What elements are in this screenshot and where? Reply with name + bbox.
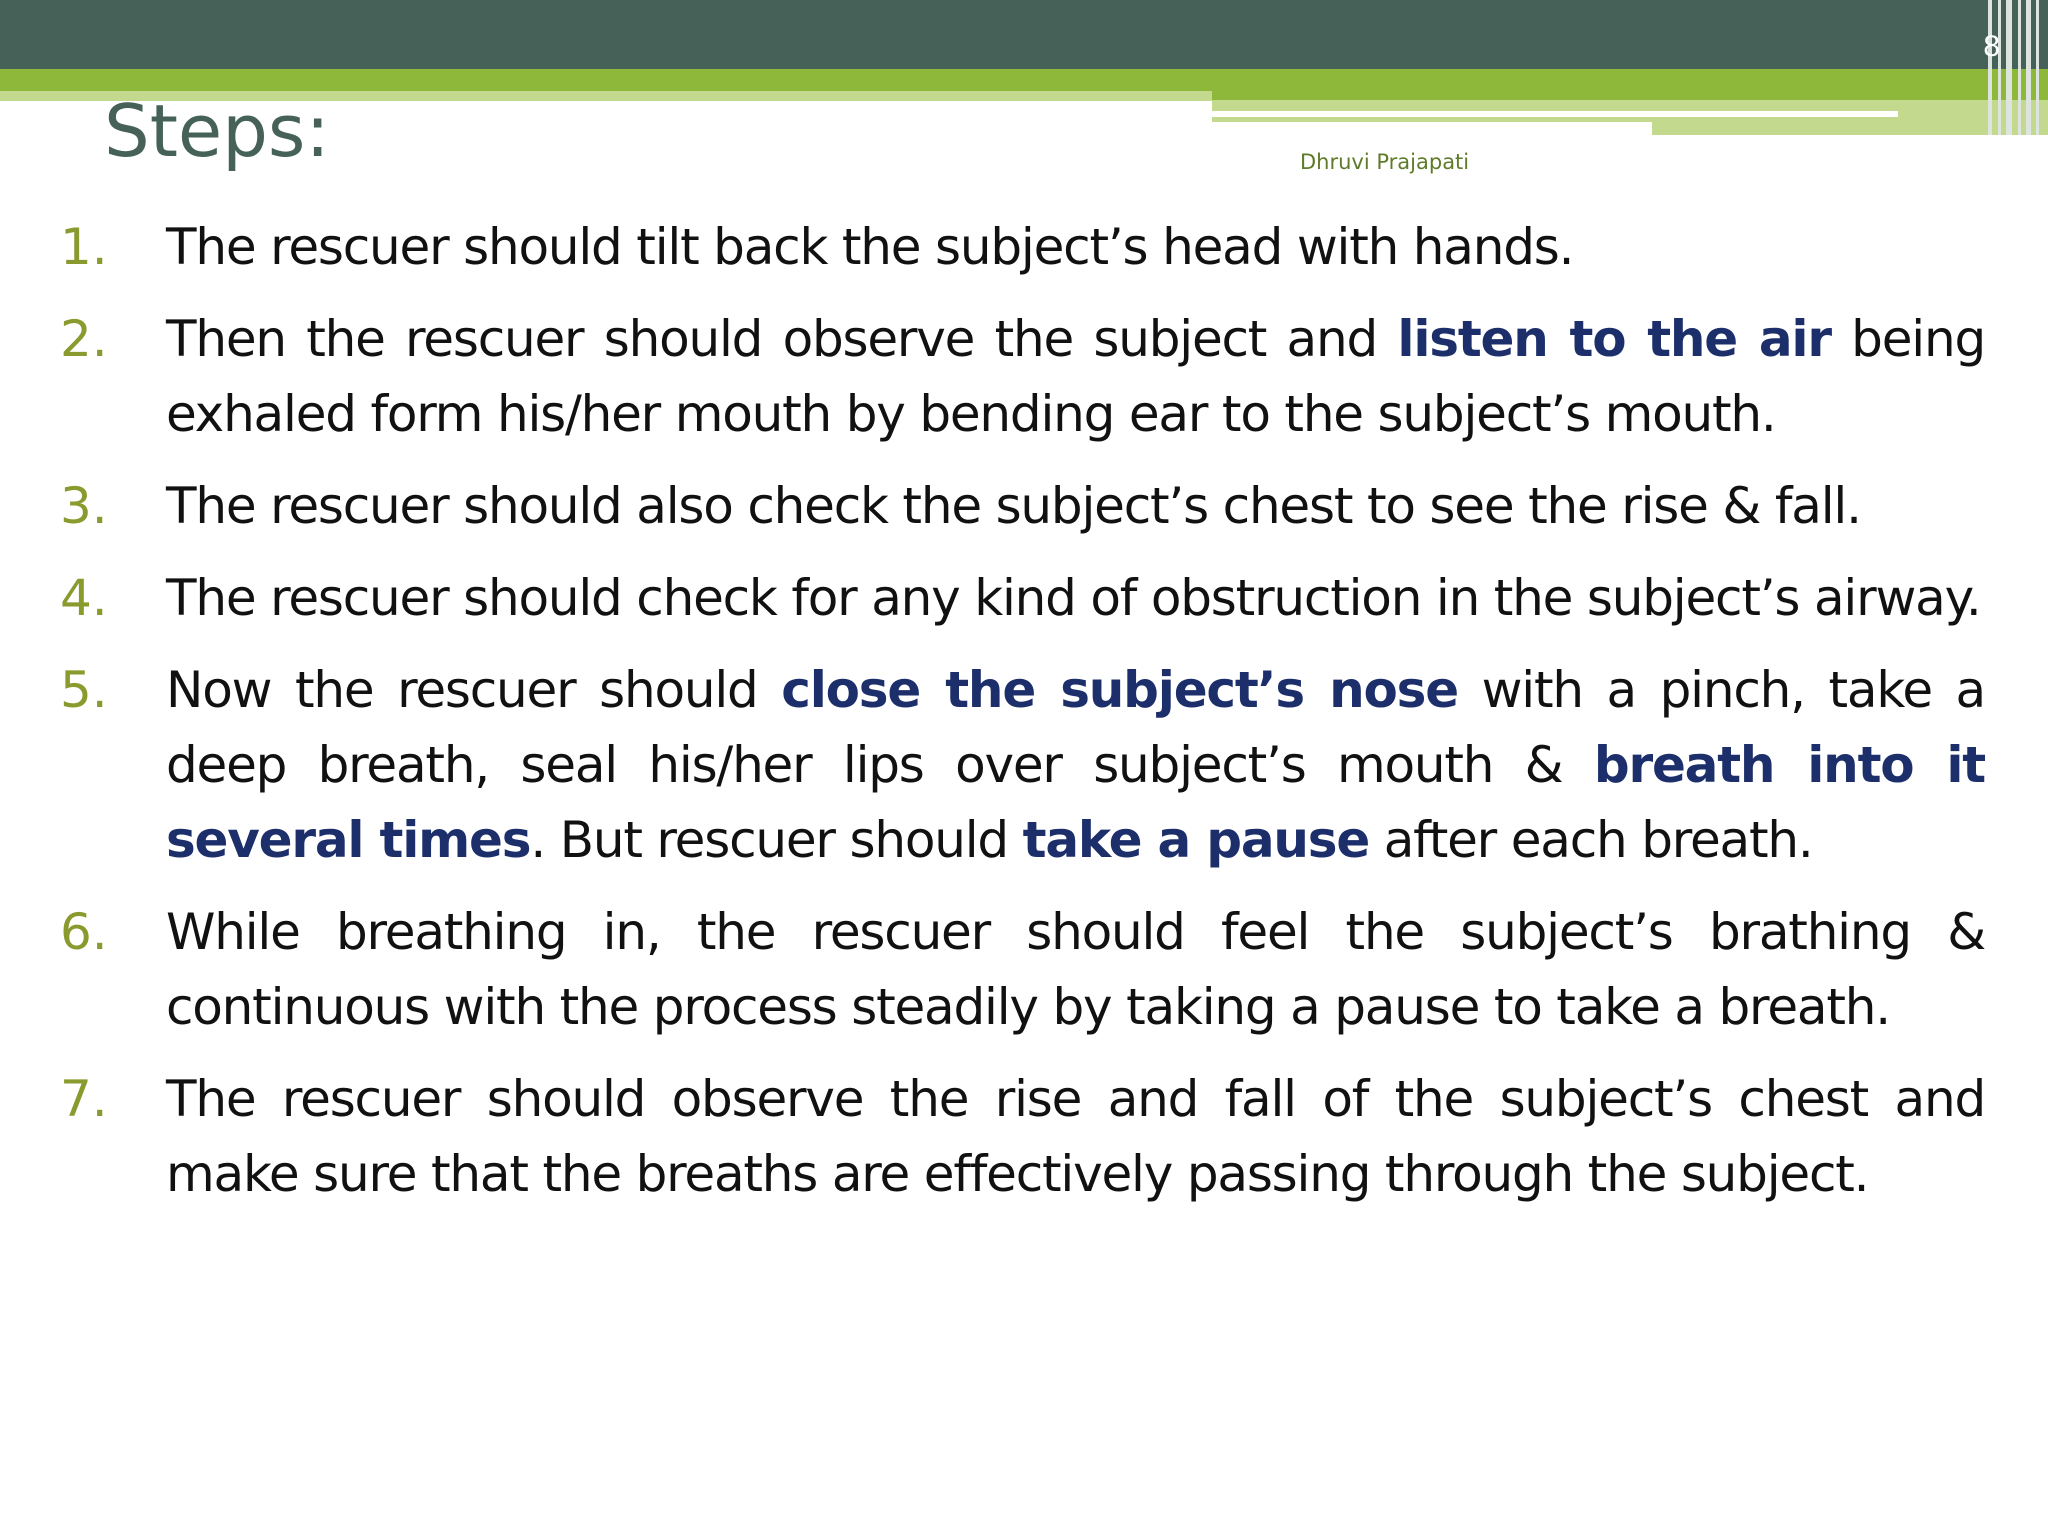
- step-text-part: Now the rescuer should: [166, 661, 782, 719]
- step-highlight: close the subject’s nose: [781, 661, 1458, 719]
- step-item: [60, 210, 1985, 285]
- step-text-part: The rescuer should check for any kind of obstruction in the subject’s airway.: [166, 569, 1981, 627]
- step-text: [166, 1062, 1985, 1212]
- step-text-part: after each breath.: [1369, 811, 1813, 869]
- step-text-part: with a pinch, take a deep breath, seal his/her lips over subject’s mouth &: [166, 661, 1985, 794]
- step-number: 5.: [60, 661, 108, 719]
- decor-stripe: [2026, 0, 2031, 135]
- header-bar-dark: [0, 0, 2048, 69]
- step-item: [60, 469, 1985, 544]
- author-label: Dhruvi Prajapati: [1300, 150, 1470, 174]
- step-number: 4.: [60, 569, 108, 627]
- step-text-part: The rescuer should observe the rise and fall of the subject’s chest and make sure that the breaths are effectively passing through the subject.: [166, 1070, 1985, 1203]
- step-item: [60, 561, 1985, 636]
- step-text: [166, 210, 1985, 285]
- header-stripe-white: [1212, 122, 1652, 135]
- step-text: [166, 469, 1985, 544]
- steps-list: [60, 210, 1985, 1229]
- step-highlight: listen to the air: [1397, 310, 1831, 368]
- step-text-part: Then the rescuer should observe the subject and: [166, 310, 1398, 368]
- step-text: [166, 895, 1985, 1045]
- step-text-part: . But rescuer should: [530, 811, 1023, 869]
- step-text: [166, 653, 1985, 878]
- step-highlight: take a pause: [1022, 811, 1370, 869]
- step-item: [60, 302, 1985, 452]
- step-number: 2.: [60, 310, 108, 368]
- step-number: 7.: [60, 1070, 108, 1128]
- decor-stripe: [2018, 0, 2021, 135]
- decor-stripe: [1988, 0, 1992, 135]
- step-text-part: While breathing in, the rescuer should feel the subject’s brathing & continuous with the process steadily by taking a pause to take a breath.: [166, 903, 1985, 1036]
- step-item: [60, 895, 1985, 1045]
- decor-stripe: [1998, 0, 2001, 135]
- decor-stripe: [2006, 0, 2012, 135]
- header-bar-right-green: [1212, 69, 2048, 100]
- decor-stripe: [2036, 0, 2039, 135]
- step-highlight: breath into it several times: [166, 736, 1985, 869]
- slide-title: Steps:: [104, 89, 330, 173]
- step-text-part: The rescuer should also check the subject’s chest to see the rise & fall.: [166, 477, 1861, 535]
- slide-number: 8: [1983, 30, 2000, 63]
- step-text-part: being exhaled form his/her mouth by bending ear to the subject’s mouth.: [166, 310, 1985, 443]
- step-number: 3.: [60, 477, 108, 535]
- step-text: [166, 302, 1985, 452]
- step-text: [166, 561, 1985, 636]
- step-number: 1.: [60, 218, 108, 276]
- header-stripe-white: [1212, 111, 1898, 117]
- step-item: [60, 653, 1985, 878]
- step-number: 6.: [60, 903, 108, 961]
- step-text-part: The rescuer should tilt back the subject’s head with hands.: [166, 218, 1574, 276]
- step-item: [60, 1062, 1985, 1212]
